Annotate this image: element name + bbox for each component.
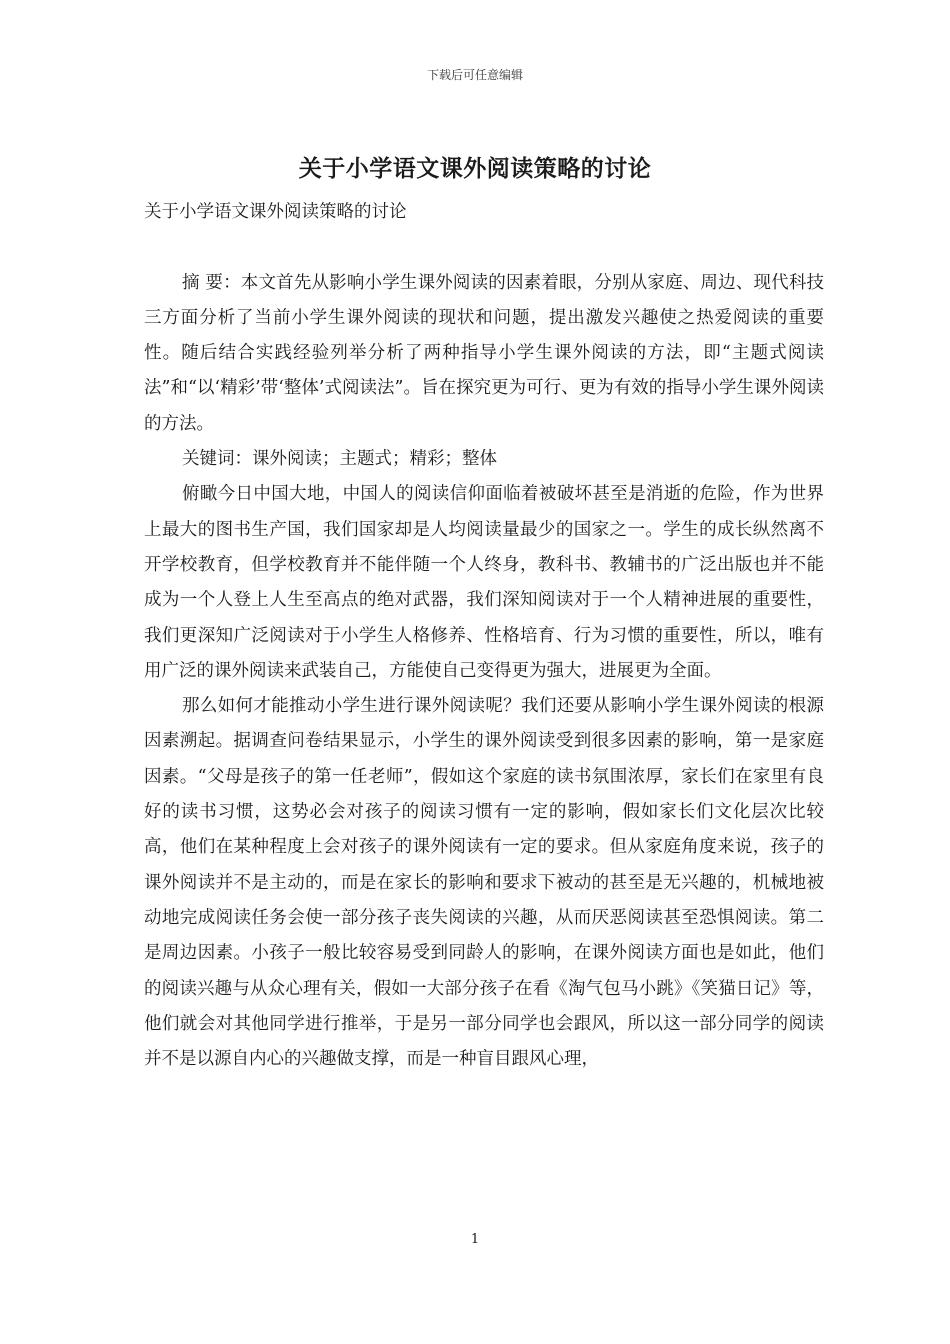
- document-body: [144, 195, 824, 1077]
- abstract-paragraph: 摘 要：本文首先从影响小学生课外阅读的因素着眼，分别从家庭、周边、现代科技三方面分析了当前小学生课外阅读的现状和问题，提出激发兴趣使之热爱阅读的重要性。随后结合实践经验列举分析了两种指导小学生课外阅读的方法，即“主题式阅读法”和“以‘精彩’带‘整体’式阅读法”。旨在探究更为可行、更为有效的指导小学生课外阅读的方法。: [144, 272, 824, 434]
- document-title: 关于小学语文课外阅读策略的讨论: [298, 155, 652, 182]
- document-subtitle: 关于小学语文课外阅读策略的讨论: [144, 202, 407, 222]
- keywords-line: 关键词：课外阅读；主题式；精彩；整体: [182, 449, 497, 470]
- page-number: 1: [470, 1232, 480, 1247]
- body-paragraph-1: 俯瞰今日中国大地，中国人的阅读信仰面临着被破坏甚至是消逝的危险，作为世界上最大的图书生产国，我们国家却是人均阅读量最少的国家之一。学生的成长纵然离不开学校教育，但学校教育并不能伴随一个人终身，教科书、教辅书的广泛出版也并不能成为一个人登上人生至高点的绝对武器，我们深知阅读对于一个人精神进展的重要性，我们更深知广泛阅读对于小学生人格修养、性格培育、行为习惯的重要性，所以，唯有用广泛的课外阅读来武装自己，方能使自己变得更为强大，进展更为全面。: [144, 484, 824, 681]
- body-paragraph-2: 那么如何才能推动小学生进行课外阅读呢？我们还要从影响小学生课外阅读的根源因素溯起。据调查问卷结果显示，小学生的课外阅读受到很多因素的影响，第一是家庭因素。“父母是孩子的第一任老师”，假如这个家庭的读书氛围浓厚，家长们在家里有良好的读书习惯，这势必会对孩子的阅读习惯有一定的影响，假如家长们文化层次比较高，他们在某种程度上会对孩子的课外阅读有一定的要求。但从家庭角度来说，孩子的课外阅读并不是主动的，而是在家长的影响和要求下被动的甚至是无兴趣的，机械地被动地完成阅读任务会使一部分孩子丧失阅读的兴趣，从而厌恶阅读甚至恐惧阅读。第二是周边因素。小孩子一般比较容易受到同龄人的影响，在课外阅读方面也是如此，他们的阅读兴趣与从众心理有关，假如一大部分孩子在看《淘气包马小跳》《笑猫日记》等，他们就会对其他同学进行推举，于是另一部分同学也会跟风，所以这一部分同学的阅读并不是以源自内心的兴趣做支撑，而是一种盲目跟风心理，: [144, 696, 824, 1070]
- header-note: 下载后可任意编辑: [426, 68, 523, 82]
